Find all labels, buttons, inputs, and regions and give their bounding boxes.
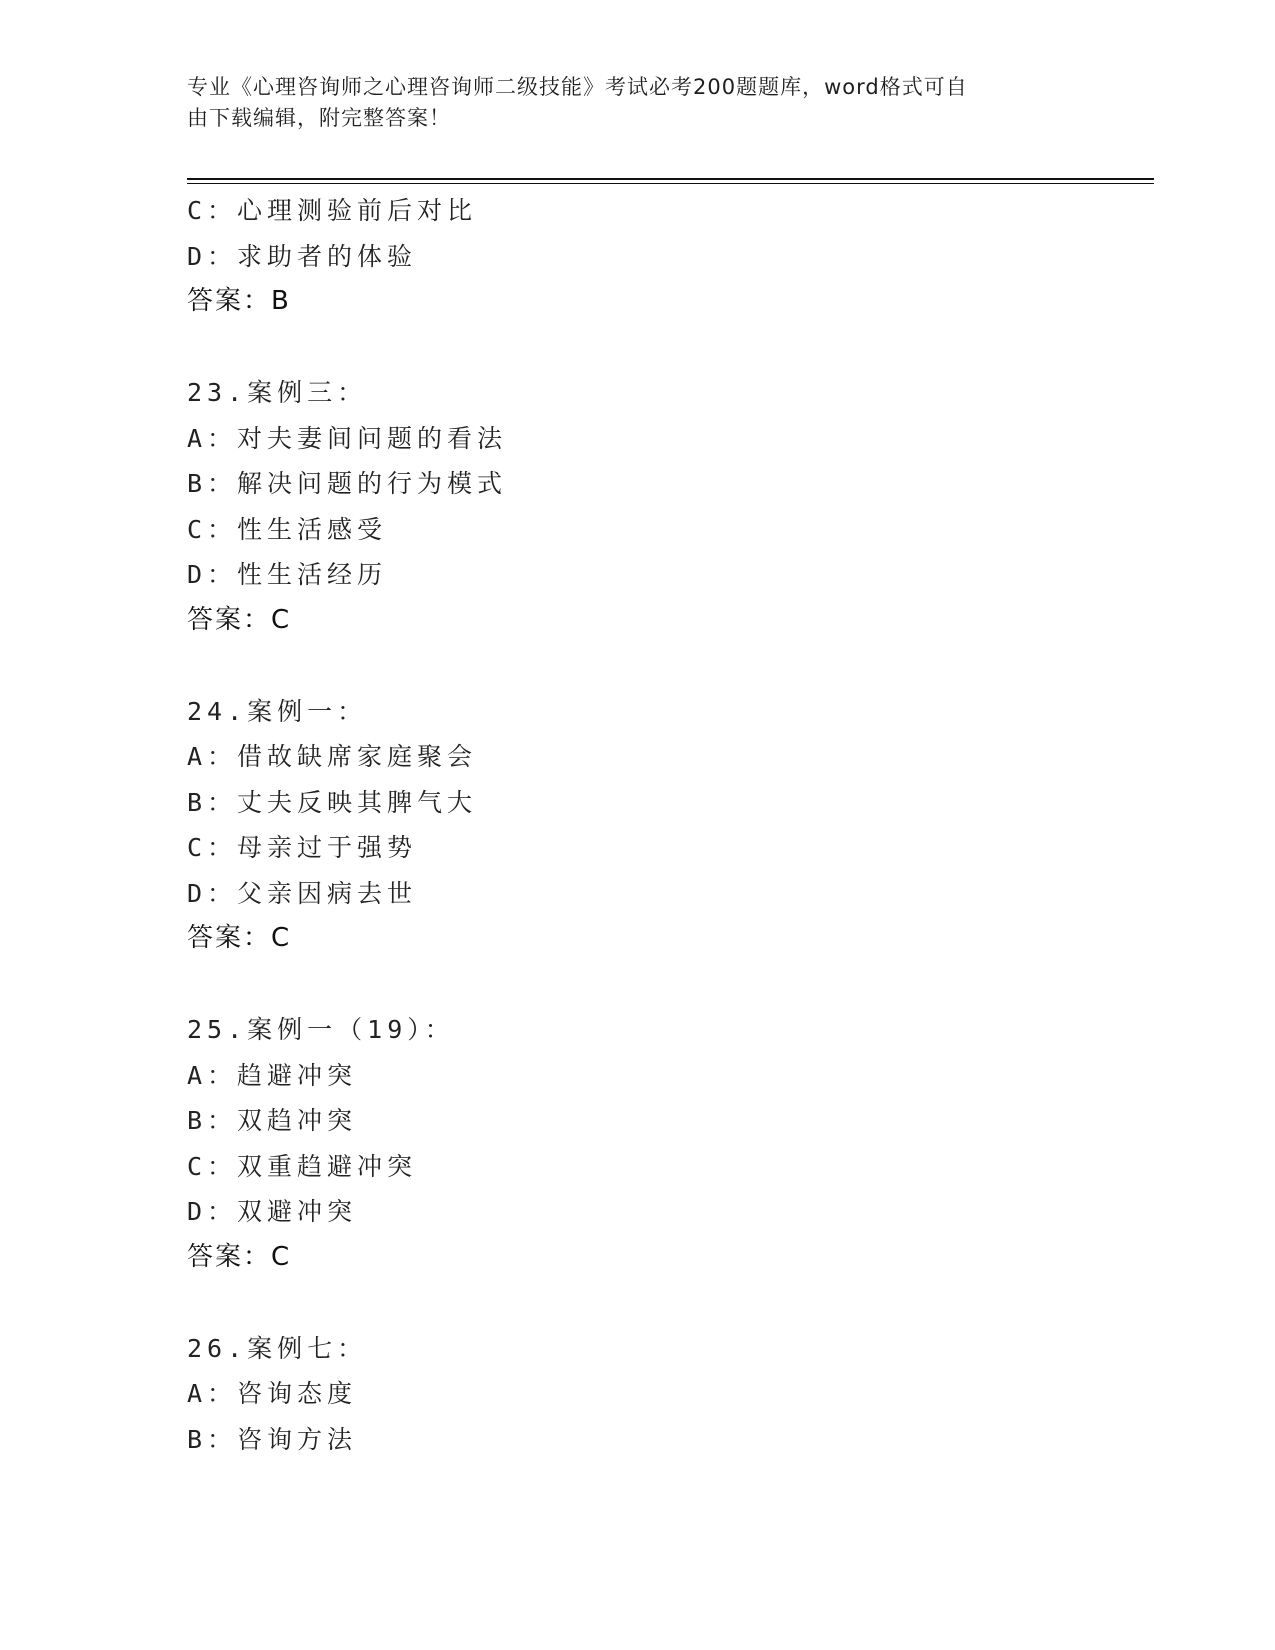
header-line-2: 由下载编辑，附完整答案！ xyxy=(187,106,451,130)
option-d: D：父亲因病去世 xyxy=(187,878,418,908)
question-26 xyxy=(187,1326,1147,1463)
option-d: D：双避冲突 xyxy=(187,1197,358,1226)
spacer xyxy=(187,325,1147,371)
spacer xyxy=(187,962,1147,1008)
option-a: A：趋避冲突 xyxy=(187,1060,358,1090)
spacer xyxy=(187,1280,1147,1326)
question-24 xyxy=(187,689,1147,962)
option-c: C：母亲过于强势 xyxy=(187,833,418,862)
answer-line: 答案：C xyxy=(187,604,292,635)
option-c: C：心理测验前后对比 xyxy=(187,196,478,225)
option-b: B：咨询方法 xyxy=(187,1424,358,1454)
option-b: B：解决问题的行为模式 xyxy=(187,469,508,498)
answer-line: 答案：C xyxy=(187,1241,292,1272)
question-title: 23.案例三： xyxy=(187,378,368,407)
option-c: C：性生活感受 xyxy=(187,514,388,544)
header-divider-thin xyxy=(187,183,1154,184)
question-title: 26.案例七： xyxy=(187,1333,368,1363)
question-title: 24.案例一： xyxy=(187,696,368,726)
question-25 xyxy=(187,1007,1147,1280)
option-c: C：双重趋避冲突 xyxy=(187,1151,418,1181)
option-b: B：丈夫反映其脾气大 xyxy=(187,787,478,817)
option-a: A：咨询态度 xyxy=(187,1379,358,1408)
option-b: B：双趋冲突 xyxy=(187,1106,358,1135)
answer-line: 答案：B xyxy=(187,286,291,316)
option-d: D：求助者的体验 xyxy=(187,241,418,271)
spacer xyxy=(187,643,1147,689)
option-a: A：对夫妻间问题的看法 xyxy=(187,423,508,453)
header-line-1: 专业《心理咨询师之心理咨询师二级技能》考试必考200题题库，word格式可自 xyxy=(187,75,968,99)
question-23 xyxy=(187,370,1147,643)
header-divider-thick xyxy=(187,178,1154,180)
answer-line: 答案：C xyxy=(187,923,292,953)
question-list xyxy=(187,188,1147,1462)
option-a: A：借故缺席家庭聚会 xyxy=(187,742,478,771)
option-d: D：性生活经历 xyxy=(187,560,388,589)
question-title: 25.案例一（19）： xyxy=(187,1015,455,1044)
document-header xyxy=(187,72,1067,134)
question-22-tail xyxy=(187,188,1147,325)
